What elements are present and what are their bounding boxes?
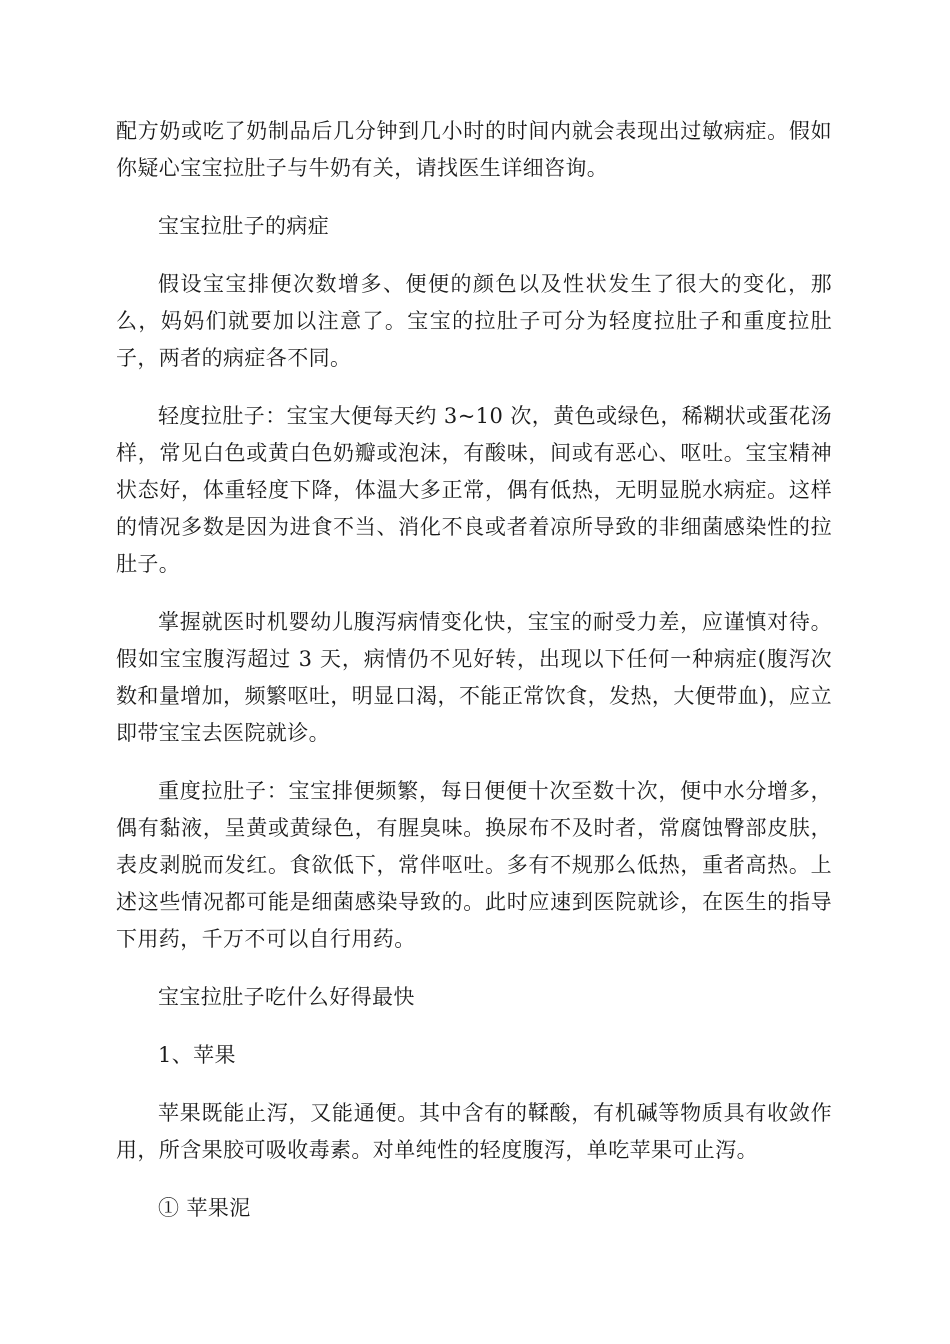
sub-heading-apple-puree: ① 苹果泥: [158, 1196, 251, 1220]
paragraph-severe-diarrhea: 重度拉肚子：宝宝排便频繁，每日便便十次至数十次，便中水分增多，偶有黏液，呈黄或黄绿色，有腥臭味。换尿布不及时者，常腐蚀臀部皮肤，表皮剥脱而发红。食欲低下，常伴呕吐。多有不规那么低热，重者高热。上述这些情况都可能是细菌感染导致的。此时应速到医院就诊，在医生的指导下用药，千万不可以自行用药。: [116, 779, 832, 951]
paragraph-allergy-continuation: 配方奶或吃了奶制品后几分钟到几小时的时间内就会表现出过敏病症。假如你疑心宝宝拉肚子与牛奶有关，请找医生详细咨询。: [116, 119, 832, 180]
document-page: [116, 113, 832, 1248]
paragraph-mild-diarrhea: 轻度拉肚子：宝宝大便每天约 3~10 次，黄色或绿色，稀糊状或蛋花汤样，常见白色或黄白色奶瓣或泡沫，有酸味，间或有恶心、呕吐。宝宝精神状态好，体重轻度下降，体温大多正常，偶有低热，无明显脱水病症。这样的情况多数是因为进食不当、消化不良或者着凉所导致的非细菌感染性的拉肚子。: [116, 404, 832, 576]
paragraph-symptoms-intro: 假设宝宝排便次数增多、便便的颜色以及性状发生了很大的变化，那么，妈妈们就要加以注意了。宝宝的拉肚子可分为轻度拉肚子和重度拉肚子，两者的病症各不同。: [116, 272, 832, 370]
paragraph-apple-benefits: 苹果既能止泻，又能通便。其中含有的鞣酸，有机碱等物质具有收敛作用，所含果胶可吸收毒素。对单纯性的轻度腹泻，单吃苹果可止泻。: [116, 1101, 832, 1162]
list-heading-apple: 1、苹果: [158, 1043, 236, 1067]
section-heading-symptoms: 宝宝拉肚子的病症: [158, 214, 330, 238]
section-heading-what-to-eat: 宝宝拉肚子吃什么好得最快: [158, 985, 415, 1009]
paragraph-when-to-see-doctor: 掌握就医时机婴幼儿腹泻病情变化快，宝宝的耐受力差，应谨慎对待。假如宝宝腹泻超过 3 天，病情仍不见好转，出现以下任何一种病症(腹泻次数和量增加，频繁呕吐，明显口渴，不能正常饮食，发热，大便带血)，应立即带宝宝去医院就诊。: [116, 610, 832, 745]
